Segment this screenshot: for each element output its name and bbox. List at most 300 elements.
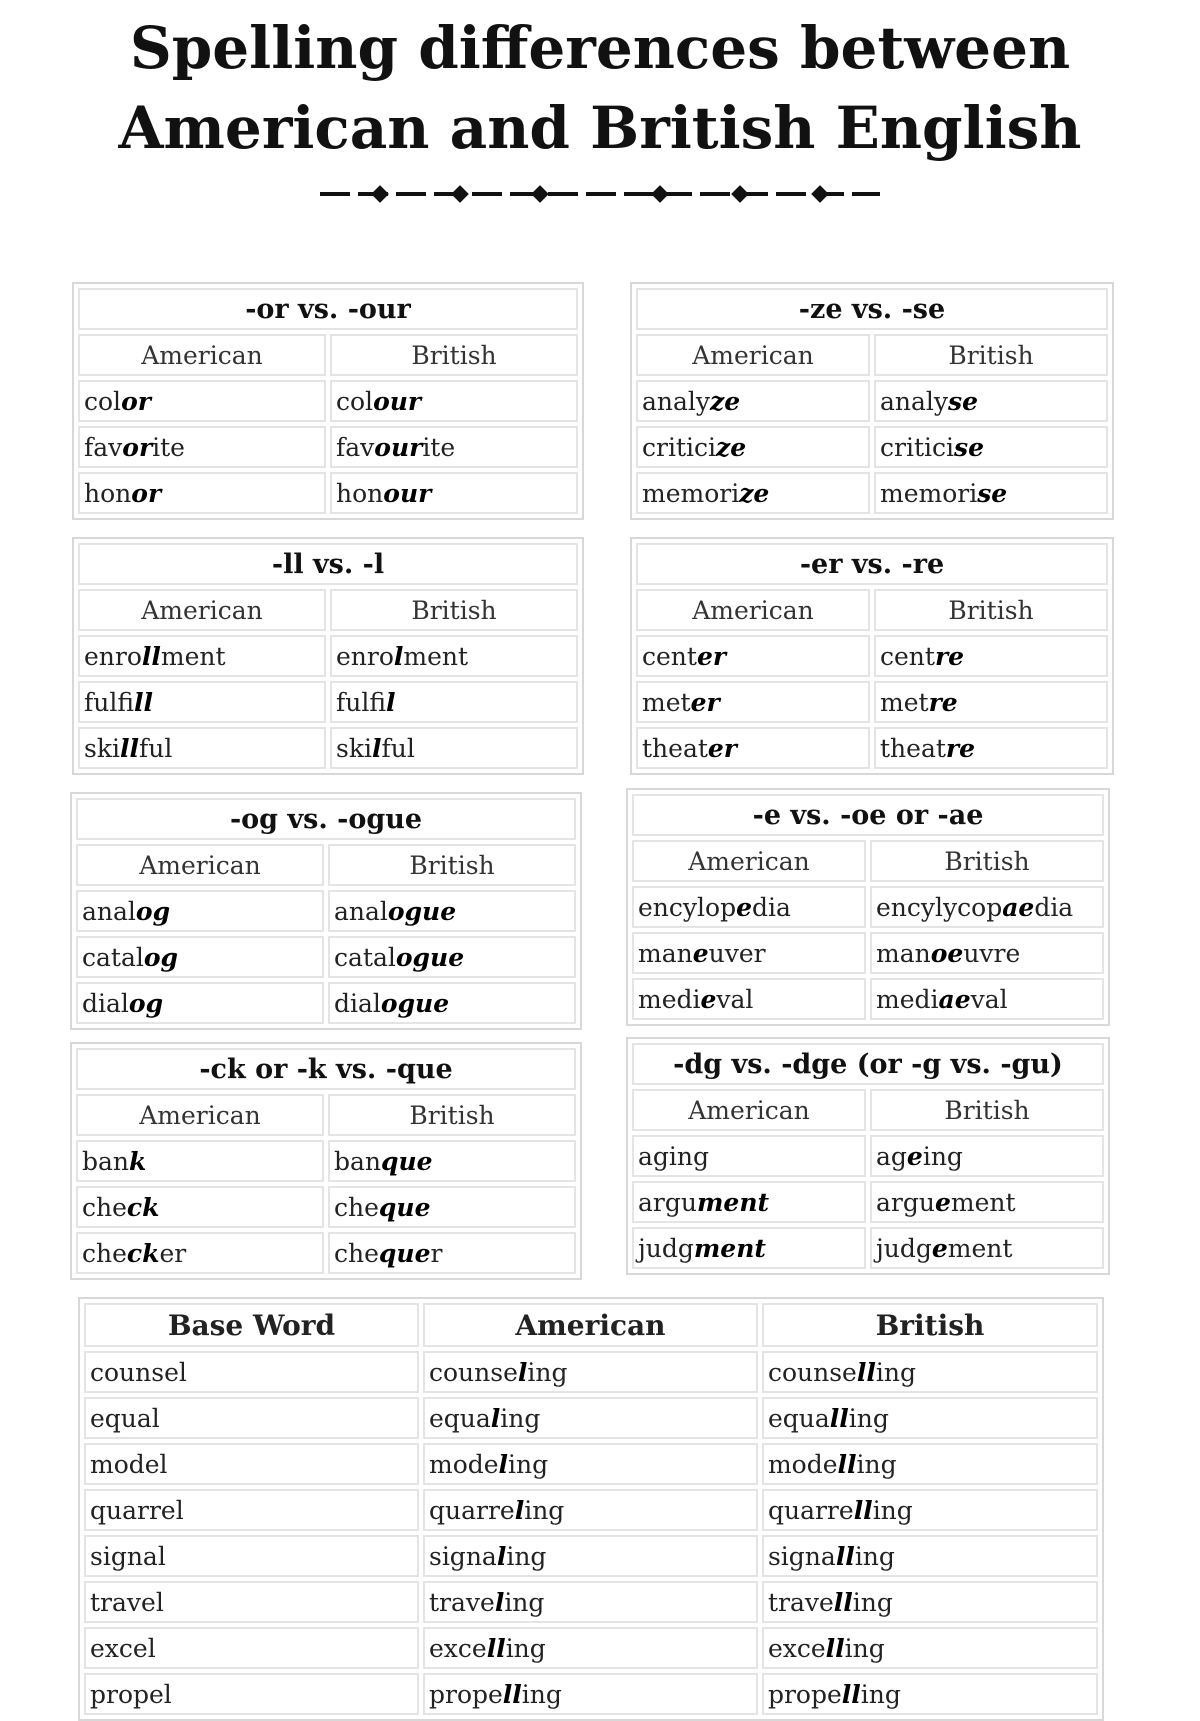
table-og-ogue — [70, 792, 582, 1030]
table-base-word-doubling — [78, 1297, 1104, 1721]
highlighted-spelling: re — [928, 687, 958, 717]
highlighted-spelling: ze — [710, 386, 741, 416]
word-part: catal — [334, 942, 396, 972]
word-part: ban — [334, 1146, 382, 1176]
word-part: quarrel — [90, 1495, 184, 1525]
word-part: medi — [638, 984, 701, 1014]
american-spelling — [632, 1227, 866, 1269]
word-part: fulfi — [84, 687, 135, 717]
highlighted-spelling: e — [736, 892, 752, 922]
american-spelling — [636, 681, 870, 723]
american-spelling — [76, 890, 324, 932]
british-spelling — [328, 1140, 576, 1182]
table-heading: -er vs. -re — [636, 543, 1108, 585]
table-row — [632, 1227, 1104, 1269]
word-part: ing — [875, 1357, 916, 1387]
british-spelling — [870, 1227, 1104, 1269]
word-part: excel — [90, 1633, 156, 1663]
word-part: ment — [403, 641, 469, 671]
table-row — [78, 472, 578, 514]
highlighted-spelling: ogue — [387, 896, 457, 926]
table-row — [78, 426, 578, 468]
word-part: theat — [880, 733, 946, 763]
american-spelling — [78, 681, 326, 723]
highlighted-spelling: e — [931, 1233, 948, 1263]
base-word — [84, 1397, 419, 1439]
word-part: anal — [82, 896, 136, 926]
highlighted-spelling: our — [373, 386, 422, 416]
british-spelling — [328, 1186, 576, 1228]
american-spelling — [78, 635, 326, 677]
highlighted-spelling: ll — [486, 1633, 506, 1663]
table-row — [84, 1443, 1098, 1485]
divider-diamond — [374, 188, 386, 200]
highlighted-spelling: ll — [853, 1495, 873, 1525]
word-part: ing — [856, 1449, 897, 1479]
table-row — [84, 1581, 1098, 1623]
british-spelling — [874, 426, 1108, 468]
word-part: encylop — [638, 892, 737, 922]
ornamental-divider — [320, 182, 880, 206]
base-word — [84, 1489, 419, 1531]
highlighted-spelling: our — [374, 432, 423, 462]
word-part: mode — [767, 1449, 838, 1479]
highlighted-spelling: l — [498, 1449, 509, 1479]
american-spelling — [423, 1351, 758, 1393]
base-word — [84, 1443, 419, 1485]
british-spelling — [870, 978, 1104, 1020]
table-row — [636, 727, 1108, 769]
highlighted-spelling: ze — [739, 478, 770, 508]
word-part: ing — [860, 1679, 901, 1709]
column-header-british: British — [762, 1303, 1098, 1347]
british-spelling — [870, 932, 1104, 974]
word-part: memori — [880, 478, 978, 508]
word-part: equa — [428, 1403, 491, 1433]
highlighted-spelling: or — [131, 478, 162, 508]
word-part: prope — [428, 1679, 503, 1709]
table-row — [84, 1397, 1098, 1439]
american-spelling — [636, 472, 870, 514]
highlighted-spelling: ae — [938, 984, 971, 1014]
word-part: er — [159, 1238, 187, 1268]
highlighted-spelling: og — [135, 896, 171, 926]
table-row — [632, 1181, 1104, 1223]
word-part: ing — [505, 1633, 546, 1663]
word-part: signa — [767, 1541, 836, 1571]
word-part: medi — [876, 984, 939, 1014]
table-row — [632, 886, 1104, 928]
highlighted-spelling: ae — [1002, 892, 1035, 922]
table-heading: -ck or -k vs. -que — [76, 1048, 576, 1090]
word-part: exce — [767, 1633, 826, 1663]
british-spelling — [330, 681, 578, 723]
table-row — [636, 472, 1108, 514]
highlighted-spelling: og — [143, 942, 179, 972]
highlighted-spelling: ment — [696, 1187, 770, 1217]
highlighted-spelling: ck — [126, 1238, 160, 1268]
table-row — [632, 932, 1104, 974]
british-spelling — [874, 472, 1108, 514]
column-header-british: British — [330, 334, 578, 376]
word-part: argu — [876, 1187, 935, 1217]
word-part: hon — [84, 478, 132, 508]
british-spelling — [328, 1232, 576, 1274]
column-header-american: American — [636, 589, 870, 631]
highlighted-spelling: er — [690, 687, 720, 717]
american-spelling — [632, 1135, 866, 1177]
word-part: ful — [138, 733, 173, 763]
highlighted-spelling: k — [129, 1146, 147, 1176]
column-header-american: American — [76, 1094, 324, 1136]
word-part: exce — [428, 1633, 487, 1663]
american-spelling — [76, 1232, 324, 1274]
table-heading: -dg vs. -dge (or -g vs. -gu) — [632, 1043, 1104, 1085]
word-part: counse — [767, 1357, 857, 1387]
table-row — [76, 936, 576, 978]
british-spelling — [874, 635, 1108, 677]
british-spelling — [762, 1535, 1098, 1577]
table-heading: -or vs. -our — [78, 288, 578, 330]
american-spelling — [632, 932, 866, 974]
word-part: man — [638, 938, 693, 968]
word-part: trave — [428, 1587, 495, 1617]
word-part: ag — [876, 1141, 907, 1171]
table-row — [76, 982, 576, 1024]
word-part: equa — [767, 1403, 830, 1433]
highlighted-spelling: l — [517, 1357, 528, 1387]
word-part: analy — [880, 386, 949, 416]
word-part: che — [82, 1238, 127, 1268]
word-part: analy — [642, 386, 711, 416]
highlighted-spelling: re — [934, 641, 965, 671]
table-heading: -ll vs. -l — [78, 543, 578, 585]
american-spelling — [423, 1489, 758, 1531]
word-part: ite — [152, 432, 185, 462]
american-spelling — [423, 1535, 758, 1577]
table-row — [76, 890, 576, 932]
table-or-our — [72, 282, 584, 520]
table-ll-l — [72, 537, 584, 775]
highlighted-spelling: l — [371, 733, 382, 763]
word-part: ban — [82, 1146, 130, 1176]
table-ck-que — [70, 1042, 582, 1280]
highlighted-spelling: e — [700, 984, 717, 1014]
british-spelling — [330, 472, 578, 514]
table-er-re — [630, 537, 1114, 775]
table-row — [76, 1140, 576, 1182]
word-part: fav — [84, 432, 123, 462]
column-header-british: British — [870, 840, 1104, 882]
british-spelling — [328, 890, 576, 932]
british-spelling — [762, 1443, 1098, 1485]
column-header-british: British — [328, 844, 576, 886]
table-row — [76, 1186, 576, 1228]
highlighted-spelling: ll — [134, 687, 154, 717]
word-part: ment — [160, 641, 226, 671]
american-spelling — [636, 380, 870, 422]
word-part: ing — [922, 1141, 963, 1171]
word-part: enro — [84, 641, 142, 671]
word-part: signa — [428, 1541, 497, 1571]
american-spelling — [78, 472, 326, 514]
divider-diamond — [654, 188, 666, 200]
word-part: prope — [767, 1679, 842, 1709]
word-part: quarre — [767, 1495, 854, 1525]
word-part: met — [642, 687, 691, 717]
british-spelling — [870, 1181, 1104, 1223]
american-spelling — [76, 982, 324, 1024]
highlighted-spelling: ment — [693, 1233, 766, 1263]
column-header-american: American — [76, 844, 324, 886]
table-row — [636, 426, 1108, 468]
table-heading: -e vs. -oe or -ae — [632, 794, 1104, 836]
american-spelling — [423, 1581, 758, 1623]
word-part: dial — [334, 988, 381, 1018]
highlighted-spelling: que — [378, 1238, 431, 1268]
word-part: ing — [508, 1449, 549, 1479]
highlighted-spelling: l — [386, 687, 396, 717]
page-title — [0, 8, 1200, 168]
word-part: ment — [950, 1187, 1016, 1217]
column-header-american: American — [636, 334, 870, 376]
word-part: col — [336, 386, 374, 416]
word-part: anal — [334, 896, 388, 926]
highlighted-spelling: ll — [837, 1449, 857, 1479]
highlighted-spelling: ze — [716, 432, 747, 462]
highlighted-spelling: ll — [835, 1541, 855, 1571]
highlighted-spelling: que — [378, 1192, 431, 1222]
word-part: cent — [880, 641, 935, 671]
table-heading: -og vs. -ogue — [76, 798, 576, 840]
word-part: counsel — [90, 1357, 187, 1387]
word-part: argu — [638, 1187, 697, 1217]
word-part: met — [880, 687, 929, 717]
table-row — [76, 1232, 576, 1274]
american-spelling — [76, 936, 324, 978]
word-part: man — [876, 938, 931, 968]
highlighted-spelling: oe — [930, 938, 964, 968]
table-row — [636, 635, 1108, 677]
table-row — [632, 978, 1104, 1020]
word-part: ng — [676, 1141, 710, 1171]
british-spelling — [330, 635, 578, 677]
word-part: ing — [524, 1495, 565, 1525]
british-spelling — [762, 1581, 1098, 1623]
column-header-american: American — [632, 840, 866, 882]
british-spelling — [762, 1489, 1098, 1531]
word-part: enro — [336, 641, 394, 671]
word-part: ing — [854, 1541, 895, 1571]
highlighted-spelling: ll — [141, 641, 161, 671]
highlighted-spelling: l — [514, 1495, 525, 1525]
american-spelling — [423, 1627, 758, 1669]
table-row — [78, 681, 578, 723]
word-part: dial — [82, 988, 129, 1018]
american-spelling — [423, 1673, 758, 1715]
highlighted-spelling: or — [121, 386, 151, 416]
highlighted-spelling: l — [494, 1587, 505, 1617]
british-spelling — [762, 1627, 1098, 1669]
table-row — [78, 635, 578, 677]
column-header-british: British — [328, 1094, 576, 1136]
highlighted-spelling: e — [692, 938, 709, 968]
highlighted-spelling: ll — [856, 1357, 876, 1387]
word-part: che — [334, 1238, 379, 1268]
highlighted-spelling: re — [945, 733, 975, 763]
divider-diamond — [534, 188, 546, 200]
british-spelling — [874, 681, 1108, 723]
word-part: ing — [504, 1587, 545, 1617]
word-part: fav — [336, 432, 375, 462]
word-part: ing — [852, 1587, 893, 1617]
word-part: hon — [336, 478, 384, 508]
table-row — [84, 1627, 1098, 1669]
american-spelling — [78, 727, 326, 769]
british-spelling — [330, 426, 578, 468]
word-part: mode — [428, 1449, 499, 1479]
table-row — [78, 380, 578, 422]
word-part: val — [716, 984, 754, 1014]
word-part: dia — [1034, 892, 1074, 922]
title-line-2: American and British English — [118, 94, 1082, 162]
base-word — [84, 1351, 419, 1393]
column-header-american: American — [78, 589, 326, 631]
column-header-british: British — [874, 589, 1108, 631]
column-header-american: American — [632, 1089, 866, 1131]
column-header-base-word: Base Word — [84, 1303, 419, 1347]
american-spelling — [632, 1181, 866, 1223]
american-spelling — [632, 886, 866, 928]
word-part: model — [90, 1449, 168, 1479]
word-part: che — [82, 1192, 127, 1222]
british-spelling — [328, 936, 576, 978]
highlighted-spelling: l — [490, 1403, 501, 1433]
word-part: ful — [381, 733, 415, 763]
word-part: ing — [506, 1541, 547, 1571]
british-spelling — [762, 1351, 1098, 1393]
highlighted-spelling: og — [128, 988, 164, 1018]
table-row — [84, 1489, 1098, 1531]
table-heading: -ze vs. -se — [636, 288, 1108, 330]
highlighted-spelling: ll — [841, 1679, 861, 1709]
highlighted-spelling: l — [496, 1541, 507, 1571]
word-part: ing — [521, 1679, 562, 1709]
word-part: agi — [638, 1141, 677, 1171]
word-part: theat — [642, 733, 708, 763]
american-spelling — [632, 978, 866, 1020]
word-part: judg — [876, 1233, 932, 1263]
highlighted-spelling: se — [948, 386, 979, 416]
table-row — [636, 380, 1108, 422]
word-part: critici — [642, 432, 716, 462]
american-spelling — [76, 1140, 324, 1182]
divider-diamond — [454, 188, 466, 200]
american-spelling — [76, 1186, 324, 1228]
highlighted-spelling: er — [707, 733, 737, 763]
highlighted-spelling: ll — [829, 1403, 849, 1433]
column-header-british: British — [870, 1089, 1104, 1131]
table-row — [632, 1135, 1104, 1177]
highlighted-spelling: ll — [825, 1633, 845, 1663]
word-part: propel — [90, 1679, 172, 1709]
base-word — [84, 1535, 419, 1577]
base-word — [84, 1627, 419, 1669]
word-part: critici — [880, 432, 954, 462]
word-part: fulfi — [336, 687, 387, 717]
table-e-oe-ae — [626, 788, 1110, 1026]
word-part: ski — [84, 733, 120, 763]
word-part: ite — [422, 432, 456, 462]
word-part: trave — [767, 1587, 834, 1617]
word-part: val — [970, 984, 1008, 1014]
word-part: che — [334, 1192, 379, 1222]
word-part: uver — [708, 938, 766, 968]
british-spelling — [762, 1673, 1098, 1715]
highlighted-spelling: er — [696, 641, 727, 671]
british-spelling — [328, 982, 576, 1024]
base-word — [84, 1673, 419, 1715]
column-header-american: American — [78, 334, 326, 376]
highlighted-spelling: se — [954, 432, 984, 462]
table-dg-dge — [626, 1037, 1110, 1275]
column-header-british: British — [330, 589, 578, 631]
highlighted-spelling: que — [381, 1146, 433, 1176]
american-spelling — [636, 635, 870, 677]
column-header-american: American — [423, 1303, 758, 1347]
word-part: signal — [90, 1541, 166, 1571]
word-part: ing — [844, 1633, 885, 1663]
highlighted-spelling: or — [122, 432, 153, 462]
british-spelling — [874, 727, 1108, 769]
highlighted-spelling: se — [977, 478, 1008, 508]
word-part: ment — [947, 1233, 1013, 1263]
divider-diamond — [734, 188, 746, 200]
american-spelling — [636, 727, 870, 769]
american-spelling — [78, 380, 326, 422]
word-part: r — [430, 1238, 443, 1268]
highlighted-spelling: our — [383, 478, 432, 508]
table-row — [78, 727, 578, 769]
highlighted-spelling: e — [934, 1187, 951, 1217]
word-part: dia — [751, 892, 791, 922]
table-row — [84, 1351, 1098, 1393]
highlighted-spelling: ll — [119, 733, 139, 763]
american-spelling — [636, 426, 870, 468]
british-spelling — [330, 727, 578, 769]
title-line-1: Spelling differences between — [129, 14, 1071, 82]
highlighted-spelling: e — [906, 1141, 923, 1171]
word-part: equal — [90, 1403, 160, 1433]
highlighted-spelling: ogue — [380, 988, 450, 1018]
highlighted-spelling: ll — [833, 1587, 853, 1617]
table-row — [636, 681, 1108, 723]
word-part: catal — [82, 942, 144, 972]
word-part: ing — [848, 1403, 889, 1433]
british-spelling — [870, 1135, 1104, 1177]
table-row — [84, 1673, 1098, 1715]
word-part: memori — [642, 478, 740, 508]
word-part: cent — [642, 641, 697, 671]
table-ze-se — [630, 282, 1114, 520]
word-part: encylycop — [876, 892, 1003, 922]
highlighted-spelling: ll — [502, 1679, 522, 1709]
table-row — [84, 1535, 1098, 1577]
word-part: ing — [872, 1495, 913, 1525]
word-part: ski — [336, 733, 372, 763]
american-spelling — [423, 1443, 758, 1485]
word-part: col — [84, 386, 122, 416]
